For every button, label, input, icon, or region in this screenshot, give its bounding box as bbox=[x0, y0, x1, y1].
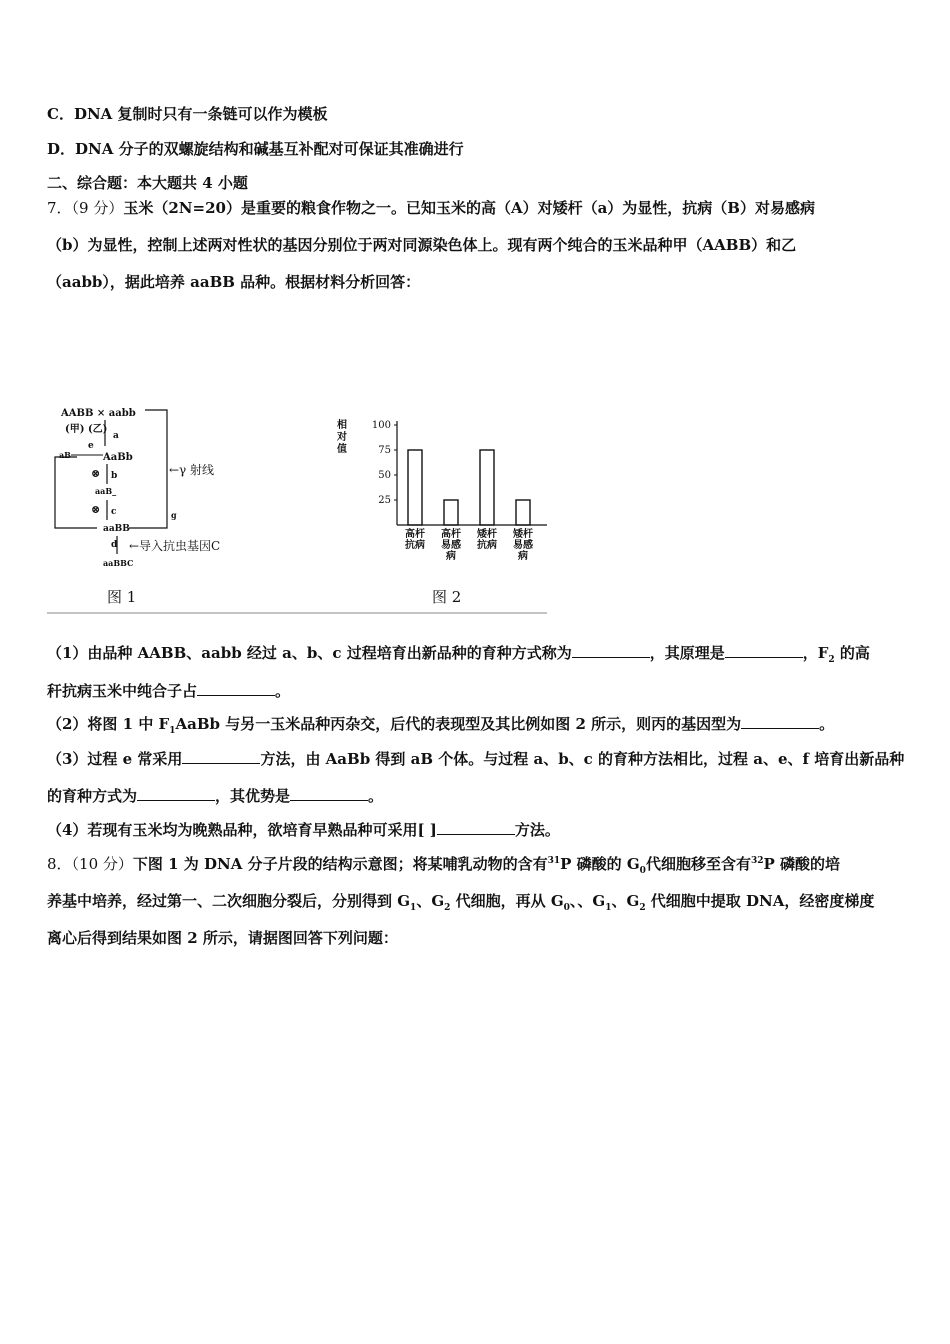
q7-figures bbox=[47, 400, 547, 615]
fig1-self2: ⊗ bbox=[91, 503, 101, 516]
bracket-g bbox=[129, 410, 167, 528]
fig1-caption: 图 1 bbox=[107, 588, 137, 606]
fig2-caption: 图 2 bbox=[432, 588, 462, 606]
q8-line2: 养基中培养，经过第一、二次细胞分裂后，分别得到 $G_1$、$G_2$ 代细胞，再从 $G_0$、、$G_1$、$G_2$ 代细胞中提取 DNA，经密度梯度 bbox=[47, 892, 875, 913]
q7-line3: （aabb），据此培养 aaBB 品种。根据材料分析回答： bbox=[47, 273, 421, 291]
fig1-aaB: aaB_ bbox=[95, 486, 117, 496]
q8-number: 8．（10 分） bbox=[47, 855, 133, 873]
figure-panel bbox=[47, 400, 547, 615]
fig1-aaBB: aaBB bbox=[103, 524, 130, 534]
q7-p2: （2）将图 1 中 $F_1AaBb$ 与另一玉米品种丙杂交，后代的表现型及其比例如图 2 所示，则丙的基因型为 。 bbox=[47, 715, 835, 736]
q8-line3: 离心后得到结果如图 2 所示，请据图回答下列问题： bbox=[47, 929, 398, 947]
q7-line1: 7．（9 分）玉米（2N=20）是重要的粮食作物之一。已知玉米的高（A）对矮杆（a）为显性，抗病（B）对易感病 bbox=[47, 199, 815, 217]
fig1-label-e: e bbox=[88, 441, 94, 451]
fig1-parents: (甲) (乙) bbox=[65, 424, 108, 435]
q7-line2: （b）为显性，控制上述两对性状的基因分别位于两对同源染色体上。现有两个纯合的玉米品种甲（AABB）和乙 bbox=[47, 236, 797, 254]
fig1-aB: aB bbox=[59, 450, 71, 460]
y-tick-label: 50 bbox=[378, 470, 391, 481]
answer-blank[interactable] bbox=[437, 822, 515, 835]
fig1-label-c: c bbox=[111, 507, 117, 517]
section-heading: 二、综合题：本大题共 4 小题 bbox=[47, 174, 248, 192]
figure2-chart bbox=[336, 418, 547, 606]
x-tick-label: 抗病 bbox=[405, 540, 425, 551]
option-c: C．DNA 复制时只有一条链可以作为模板 bbox=[47, 105, 328, 123]
x-tick-label: 易感 bbox=[513, 540, 533, 551]
bar-3 bbox=[480, 450, 494, 525]
q7-number: 7．（9 分） bbox=[47, 199, 124, 217]
q7-p4: （4）若现有玉米均为晚熟品种，欲培育早熟品种可采用[ ] 方法。 bbox=[47, 821, 560, 839]
x-tick-label: 病 bbox=[518, 551, 528, 562]
answer-blank[interactable] bbox=[137, 788, 215, 801]
fig1-label-b: b bbox=[111, 471, 118, 481]
fig1-cross: AABB × aabb bbox=[61, 408, 136, 419]
q8-line1: 8．（10 分）下图 1 为 DNA 分子片段的结构示意图；将某哺乳动物的含有$^{31}$P 磷酸的 $G_0$代细胞移至含有$^{32}$P 磷酸的培 bbox=[47, 855, 840, 876]
y-tick-label: 100 bbox=[371, 420, 391, 431]
q7-p3-line2: 的育种方式为 ，其优势是 。 bbox=[47, 787, 384, 805]
answer-blank[interactable] bbox=[182, 751, 260, 764]
y-axis-label: 对 bbox=[337, 432, 347, 443]
fig1-import: ←导入抗虫基因C bbox=[129, 539, 221, 553]
answer-blank[interactable] bbox=[741, 716, 819, 729]
q7-p1-line1: （1）由品种 AABB、aabb 经过 a、b、c 过程培育出新品种的育种方式称为 ，其原理是 ，$F_2$ 的高 bbox=[47, 644, 870, 665]
answer-blank[interactable] bbox=[197, 683, 275, 696]
q7-p3-line1: （3）过程 e 常采用 方法，由 AaBb 得到 aB 个体。与过程 a、b、c 的育种方法相比，过程 a、e、f 培育出新品种 bbox=[47, 750, 905, 768]
y-axis-label: 值 bbox=[337, 444, 347, 455]
fig1-aaBBC: aaBBC bbox=[103, 558, 134, 568]
y-tick-label: 25 bbox=[378, 495, 391, 506]
fig1-label-d: d bbox=[111, 540, 118, 550]
x-tick-label: 矮杆 bbox=[477, 529, 497, 540]
fig1-label-a: a bbox=[113, 431, 119, 441]
fig1-self1: ⊗ bbox=[91, 467, 101, 480]
fig1-gamma: ←γ 射线 bbox=[169, 463, 215, 477]
fig1-label-g: g bbox=[171, 510, 177, 520]
option-d: D．DNA 分子的双螺旋结构和碱基互补配对可保证其准确进行 bbox=[47, 140, 464, 158]
fig1-f1: AaBb bbox=[103, 452, 133, 463]
answer-blank[interactable] bbox=[572, 645, 650, 658]
x-tick-label: 高杆 bbox=[441, 529, 461, 540]
answer-blank[interactable] bbox=[725, 645, 803, 658]
bar-1 bbox=[408, 450, 422, 525]
bar-2 bbox=[444, 500, 458, 525]
x-tick-label: 抗病 bbox=[477, 540, 497, 551]
y-tick-label: 75 bbox=[378, 445, 391, 456]
q7-p1-line2: 秆抗病玉米中纯合子占 。 bbox=[47, 682, 291, 700]
x-tick-label: 高杆 bbox=[405, 529, 425, 540]
x-tick-label: 病 bbox=[446, 551, 456, 562]
answer-blank[interactable] bbox=[290, 788, 368, 801]
x-tick-label: 易感 bbox=[441, 540, 461, 551]
y-axis-label: 相 bbox=[337, 420, 347, 431]
x-tick-label: 矮杆 bbox=[513, 529, 533, 540]
bar-4 bbox=[516, 500, 530, 525]
figure1 bbox=[55, 408, 220, 606]
